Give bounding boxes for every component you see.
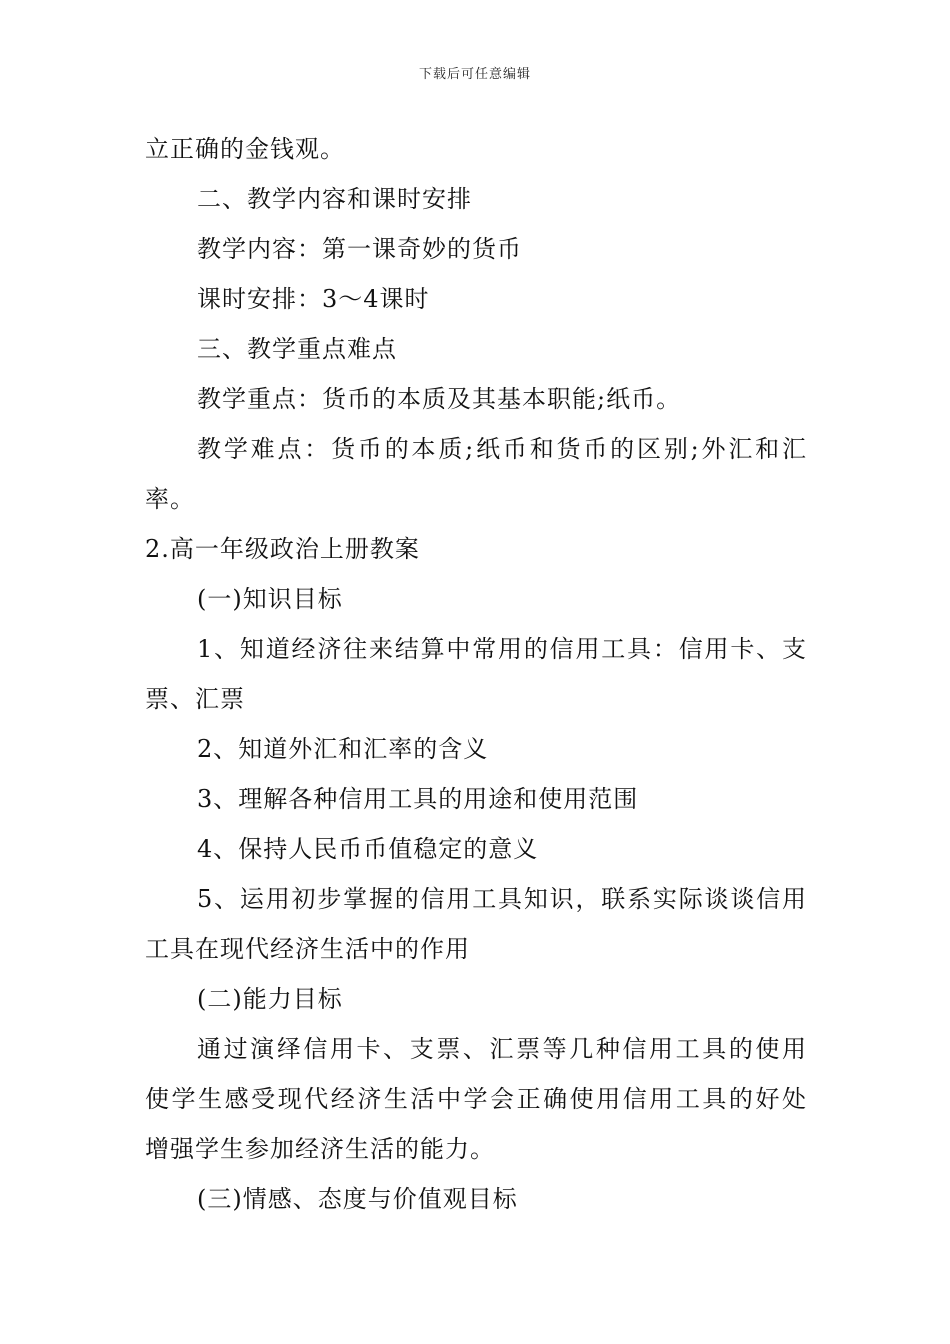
paragraph-line: 立正确的金钱观。 [145,135,345,163]
paragraph-line: 教学内容：第一课奇妙的货币 [197,235,522,263]
list-item-continuation: 工具在现代经济生活中的作用 [145,935,470,963]
section-heading: (二)能力目标 [197,985,343,1013]
document-body [145,124,807,1224]
list-item: 4、保持人民币币值稳定的意义 [197,835,539,863]
paragraph-line: 通过演绎信用卡、支票、汇票等几种信用工具的使用 [197,1035,807,1063]
page-header: 下载后可任意编辑 [418,67,531,82]
list-item-continuation: 票、汇票 [145,685,245,713]
paragraph-line: 增强学生参加经济生活的能力。 [145,1135,495,1163]
paragraph-line: 教学重点：货币的本质及其基本职能;纸币。 [197,385,682,413]
list-item: 3、理解各种信用工具的用途和使用范围 [197,785,639,813]
paragraph-line: 课时安排：3～4课时 [197,285,430,313]
list-item: 2、知道外汇和汇率的含义 [197,735,489,763]
paragraph-line: 教学难点：货币的本质;纸币和货币的区别;外汇和汇 [197,435,807,463]
section-heading: (一)知识目标 [197,585,343,613]
section-heading: 二、教学内容和课时安排 [197,185,472,213]
paragraph-line: 率。 [145,485,195,513]
document-title: 2.高一年级政治上册教案 [145,535,420,563]
paragraph-line: 使学生感受现代经济生活中学会正确使用信用工具的好处 [145,1085,807,1113]
section-heading: (三)情感、态度与价值观目标 [197,1185,518,1213]
list-item: 1、知道经济往来结算中常用的信用工具：信用卡、支 [197,635,807,663]
list-item: 5、运用初步掌握的信用工具知识，联系实际谈谈信用 [197,885,807,913]
section-heading: 三、教学重点难点 [197,335,397,363]
